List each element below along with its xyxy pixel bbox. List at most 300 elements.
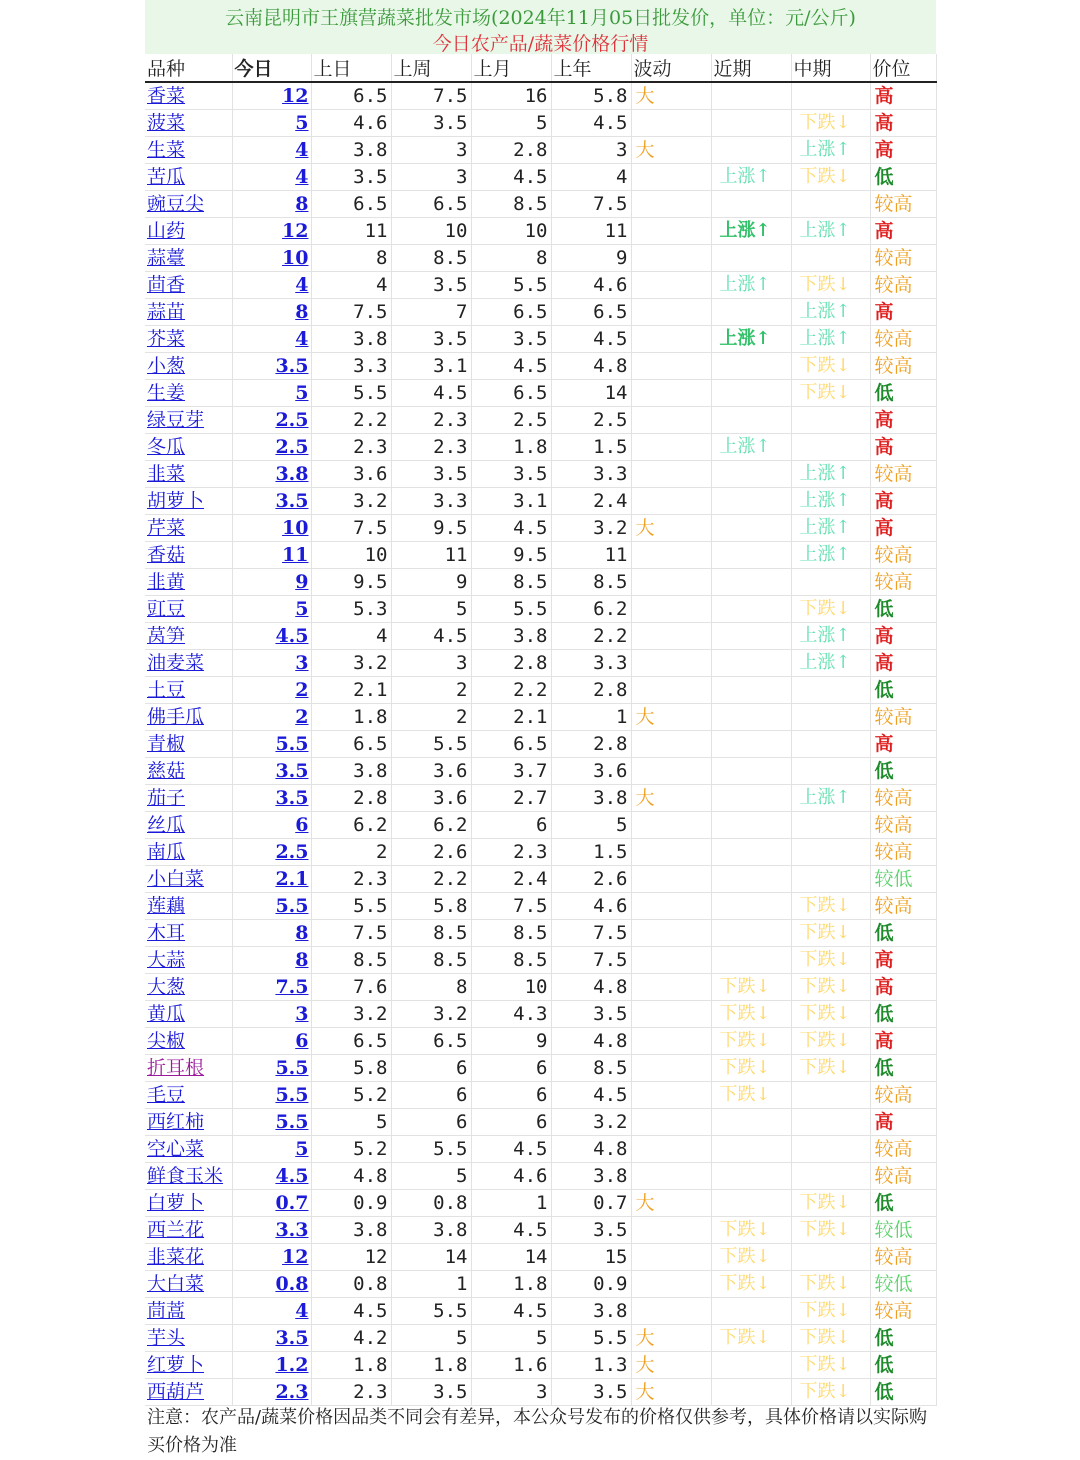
mid-trend: 上涨↑ — [791, 137, 870, 164]
today-price-link[interactable]: 7.5 — [232, 974, 311, 1001]
variety-link[interactable]: 冬瓜 — [145, 434, 232, 461]
near-trend — [711, 299, 791, 326]
prev-week-price: 2 — [391, 704, 471, 731]
variety-link[interactable]: 蒜苗 — [145, 299, 232, 326]
prev-year-price: 2.4 — [551, 488, 631, 515]
prev-week-price: 5.8 — [391, 893, 471, 920]
price-table — [145, 54, 937, 1406]
prev-month-price: 2.7 — [471, 785, 551, 812]
today-price-link[interactable]: 12 — [232, 218, 311, 245]
mid-trend: 下跌↓ — [791, 272, 870, 299]
near-trend — [711, 812, 791, 839]
variety-link[interactable]: 芋头 — [145, 1325, 232, 1352]
prev-week-price: 1.8 — [391, 1352, 471, 1379]
today-price-link[interactable]: 2.1 — [232, 866, 311, 893]
prev-year-price: 3.8 — [551, 1163, 631, 1190]
prev-month-price: 6.5 — [471, 731, 551, 758]
wave-flag — [631, 866, 711, 893]
col-header-near: 近期 — [711, 54, 791, 82]
prev-year-price: 9 — [551, 245, 631, 272]
today-price-link[interactable]: 3.5 — [232, 488, 311, 515]
today-price-link[interactable]: 8 — [232, 191, 311, 218]
prev-year-price: 1.3 — [551, 1352, 631, 1379]
prev-day-price: 5.3 — [311, 596, 391, 623]
prev-week-price: 6.5 — [391, 191, 471, 218]
table-row — [145, 353, 936, 380]
variety-link[interactable]: 韭菜 — [145, 461, 232, 488]
prev-month-price: 4.5 — [471, 1136, 551, 1163]
mid-trend: 下跌↓ — [791, 1001, 870, 1028]
table-row — [145, 677, 936, 704]
today-price-link[interactable]: 5 — [232, 380, 311, 407]
near-trend — [711, 1352, 791, 1379]
wave-flag — [631, 488, 711, 515]
today-price-link[interactable]: 8 — [232, 947, 311, 974]
prev-year-price: 2.8 — [551, 677, 631, 704]
prev-year-price: 7.5 — [551, 920, 631, 947]
prev-year-price: 3.3 — [551, 461, 631, 488]
prev-day-price: 12 — [311, 1244, 391, 1271]
near-trend — [711, 515, 791, 542]
table-row — [145, 920, 936, 947]
prev-month-price: 1.8 — [471, 434, 551, 461]
today-price-link[interactable]: 2.5 — [232, 434, 311, 461]
variety-link[interactable]: 小葱 — [145, 353, 232, 380]
prev-month-price: 2.1 — [471, 704, 551, 731]
prev-year-price: 3.2 — [551, 515, 631, 542]
wave-flag — [631, 1028, 711, 1055]
prev-year-price: 6.2 — [551, 596, 631, 623]
wave-flag — [631, 1244, 711, 1271]
variety-link[interactable]: 黄瓜 — [145, 1001, 232, 1028]
prev-year-price: 5 — [551, 812, 631, 839]
mid-trend: 下跌↓ — [791, 1379, 870, 1406]
mid-trend — [791, 1109, 870, 1136]
variety-link[interactable]: 生菜 — [145, 137, 232, 164]
prev-month-price: 3.1 — [471, 488, 551, 515]
table-row — [145, 1163, 936, 1190]
prev-day-price: 3.8 — [311, 758, 391, 785]
table-row — [145, 1190, 936, 1217]
prev-week-price: 6 — [391, 1109, 471, 1136]
variety-link[interactable]: 红萝卜 — [145, 1352, 232, 1379]
variety-link[interactable]: 毛豆 — [145, 1082, 232, 1109]
wave-flag — [631, 1082, 711, 1109]
today-price-link[interactable]: 4.5 — [232, 623, 311, 650]
wave-flag — [631, 758, 711, 785]
today-price-link[interactable]: 3.5 — [232, 1325, 311, 1352]
prev-year-price: 3.5 — [551, 1379, 631, 1406]
variety-link[interactable]: 香菇 — [145, 542, 232, 569]
prev-month-price: 6.5 — [471, 380, 551, 407]
table-row — [145, 839, 936, 866]
mid-trend: 下跌↓ — [791, 1028, 870, 1055]
prev-year-price: 4.6 — [551, 272, 631, 299]
today-price-link[interactable]: 5.5 — [232, 731, 311, 758]
variety-link[interactable]: 木耳 — [145, 920, 232, 947]
price-level: 较高 — [870, 272, 936, 299]
wave-flag — [631, 1055, 711, 1082]
variety-link[interactable]: 慈菇 — [145, 758, 232, 785]
price-level: 低 — [870, 1001, 936, 1028]
variety-link[interactable]: 菠菜 — [145, 110, 232, 137]
prev-week-price: 6.2 — [391, 812, 471, 839]
price-level: 高 — [870, 299, 936, 326]
today-price-link[interactable]: 10 — [232, 515, 311, 542]
col-header-level: 价位 — [870, 54, 936, 82]
prev-month-price: 1.8 — [471, 1271, 551, 1298]
prev-year-price: 3.5 — [551, 1001, 631, 1028]
variety-link[interactable]: 茼蒿 — [145, 1298, 232, 1325]
variety-link[interactable]: 南瓜 — [145, 839, 232, 866]
variety-link[interactable]: 茴香 — [145, 272, 232, 299]
variety-link[interactable]: 蒜薹 — [145, 245, 232, 272]
mid-trend: 下跌↓ — [791, 1298, 870, 1325]
prev-week-price: 1 — [391, 1271, 471, 1298]
prev-year-price: 2.8 — [551, 731, 631, 758]
prev-month-price: 16 — [471, 82, 551, 110]
variety-link[interactable]: 茄子 — [145, 785, 232, 812]
wave-flag — [631, 299, 711, 326]
variety-link[interactable]: 小白菜 — [145, 866, 232, 893]
prev-month-price: 1 — [471, 1190, 551, 1217]
variety-link[interactable]: 尖椒 — [145, 1028, 232, 1055]
table-row — [145, 758, 936, 785]
prev-week-price: 0.8 — [391, 1190, 471, 1217]
near-trend — [711, 461, 791, 488]
table-row — [145, 380, 936, 407]
table-row — [145, 866, 936, 893]
prev-month-price: 9 — [471, 1028, 551, 1055]
price-level: 高 — [870, 515, 936, 542]
prev-week-price: 3.1 — [391, 353, 471, 380]
wave-flag — [631, 245, 711, 272]
today-price-link[interactable]: 3 — [232, 650, 311, 677]
near-trend — [711, 110, 791, 137]
variety-link[interactable]: 苦瓜 — [145, 164, 232, 191]
prev-month-price: 8 — [471, 245, 551, 272]
today-price-link[interactable]: 2.5 — [232, 407, 311, 434]
wave-flag — [631, 1001, 711, 1028]
prev-day-price: 5.8 — [311, 1055, 391, 1082]
prev-day-price: 4 — [311, 272, 391, 299]
near-trend — [711, 677, 791, 704]
near-trend — [711, 893, 791, 920]
price-level: 较高 — [870, 839, 936, 866]
prev-day-price: 6.5 — [311, 731, 391, 758]
prev-week-price: 5.5 — [391, 731, 471, 758]
variety-link[interactable]: 大白菜 — [145, 1271, 232, 1298]
mid-trend — [791, 731, 870, 758]
prev-month-price: 3.8 — [471, 623, 551, 650]
price-level: 较低 — [870, 1217, 936, 1244]
variety-link[interactable]: 西红柿 — [145, 1109, 232, 1136]
price-level: 较高 — [870, 353, 936, 380]
table-row — [145, 191, 936, 218]
today-price-link[interactable]: 2.5 — [232, 839, 311, 866]
today-price-link[interactable]: 5.5 — [232, 1082, 311, 1109]
prev-month-price: 10 — [471, 974, 551, 1001]
variety-link[interactable]: 绿豆芽 — [145, 407, 232, 434]
prev-month-price: 14 — [471, 1244, 551, 1271]
price-level: 较高 — [870, 461, 936, 488]
prev-day-price: 10 — [311, 542, 391, 569]
mid-trend — [791, 1244, 870, 1271]
price-level: 高 — [870, 650, 936, 677]
prev-year-price: 14 — [551, 380, 631, 407]
near-trend — [711, 353, 791, 380]
prev-year-price: 4.8 — [551, 1028, 631, 1055]
variety-link[interactable]: 芥菜 — [145, 326, 232, 353]
variety-link[interactable]: 白萝卜 — [145, 1190, 232, 1217]
price-level: 较高 — [870, 191, 936, 218]
near-trend — [711, 1298, 791, 1325]
prev-year-price: 2.2 — [551, 623, 631, 650]
today-price-link[interactable]: 5 — [232, 1136, 311, 1163]
prev-week-price: 11 — [391, 542, 471, 569]
near-trend: 下跌↓ — [711, 1217, 791, 1244]
price-sheet — [145, 0, 936, 1406]
prev-day-price: 0.8 — [311, 1271, 391, 1298]
prev-year-price: 4.5 — [551, 1082, 631, 1109]
today-price-link[interactable]: 4.5 — [232, 1163, 311, 1190]
today-price-link[interactable]: 12 — [232, 82, 311, 110]
today-price-link[interactable]: 4 — [232, 164, 311, 191]
near-trend — [711, 1109, 791, 1136]
today-price-link[interactable]: 5 — [232, 596, 311, 623]
near-trend — [711, 380, 791, 407]
wave-flag: 大 — [631, 785, 711, 812]
table-row — [145, 110, 936, 137]
wave-flag — [631, 110, 711, 137]
today-price-link[interactable]: 1.2 — [232, 1352, 311, 1379]
prev-year-price: 8.5 — [551, 569, 631, 596]
variety-link[interactable]: 芹菜 — [145, 515, 232, 542]
table-row — [145, 137, 936, 164]
prev-year-price: 7.5 — [551, 947, 631, 974]
variety-link[interactable]: 山药 — [145, 218, 232, 245]
prev-day-price: 2.3 — [311, 1379, 391, 1406]
today-price-link[interactable]: 5 — [232, 110, 311, 137]
mid-trend: 下跌↓ — [791, 1217, 870, 1244]
prev-year-price: 3.8 — [551, 785, 631, 812]
mid-trend: 上涨↑ — [791, 218, 870, 245]
today-price-link[interactable]: 3.5 — [232, 353, 311, 380]
variety-link[interactable]: 大蒜 — [145, 947, 232, 974]
variety-link[interactable]: 鲜食玉米 — [145, 1163, 232, 1190]
near-trend: 下跌↓ — [711, 1028, 791, 1055]
prev-day-price: 6.5 — [311, 82, 391, 110]
near-trend: 上涨↑ — [711, 326, 791, 353]
mid-trend — [791, 191, 870, 218]
prev-month-price: 2.2 — [471, 677, 551, 704]
price-level: 较高 — [870, 812, 936, 839]
mid-trend — [791, 434, 870, 461]
today-price-link[interactable]: 4 — [232, 1298, 311, 1325]
mid-trend: 上涨↑ — [791, 650, 870, 677]
table-row — [145, 542, 936, 569]
near-trend — [711, 82, 791, 110]
table-row — [145, 218, 936, 245]
today-price-link[interactable]: 3.5 — [232, 785, 311, 812]
prev-week-price: 2.6 — [391, 839, 471, 866]
today-price-link[interactable]: 8 — [232, 920, 311, 947]
prev-month-price: 6 — [471, 1082, 551, 1109]
prev-year-price: 0.9 — [551, 1271, 631, 1298]
variety-link[interactable]: 西葫芦 — [145, 1379, 232, 1406]
wave-flag — [631, 893, 711, 920]
variety-link[interactable]: 韭菜花 — [145, 1244, 232, 1271]
wave-flag — [631, 650, 711, 677]
price-level: 低 — [870, 596, 936, 623]
table-row — [145, 1136, 936, 1163]
prev-year-price: 0.7 — [551, 1190, 631, 1217]
variety-link[interactable]: 韭黄 — [145, 569, 232, 596]
table-row — [145, 569, 936, 596]
today-price-link[interactable]: 0.7 — [232, 1190, 311, 1217]
today-price-link[interactable]: 4 — [232, 326, 311, 353]
mid-trend: 下跌↓ — [791, 1190, 870, 1217]
prev-month-price: 10 — [471, 218, 551, 245]
mid-trend: 下跌↓ — [791, 353, 870, 380]
today-price-link[interactable]: 3 — [232, 1001, 311, 1028]
prev-week-price: 3.5 — [391, 272, 471, 299]
mid-trend — [791, 866, 870, 893]
wave-flag — [631, 623, 711, 650]
today-price-link[interactable]: 3.8 — [232, 461, 311, 488]
page-subtitle: 今日农产品/蔬菜价格行情 — [432, 33, 649, 55]
variety-link[interactable]: 莴笋 — [145, 623, 232, 650]
prev-week-price: 3 — [391, 164, 471, 191]
wave-flag — [631, 596, 711, 623]
mid-trend: 下跌↓ — [791, 1325, 870, 1352]
price-level: 高 — [870, 407, 936, 434]
table-row — [145, 596, 936, 623]
today-price-link[interactable]: 9 — [232, 569, 311, 596]
wave-flag — [631, 353, 711, 380]
table-row — [145, 1217, 936, 1244]
today-price-link[interactable]: 6 — [232, 1028, 311, 1055]
mid-trend: 下跌↓ — [791, 947, 870, 974]
prev-day-price: 3.2 — [311, 488, 391, 515]
prev-year-price: 1.5 — [551, 434, 631, 461]
prev-week-price: 3.2 — [391, 1001, 471, 1028]
today-price-link[interactable]: 2.3 — [232, 1379, 311, 1406]
price-level: 低 — [870, 1325, 936, 1352]
prev-week-price: 8 — [391, 974, 471, 1001]
variety-link[interactable]: 西兰花 — [145, 1217, 232, 1244]
price-level: 高 — [870, 137, 936, 164]
prev-month-price: 2.8 — [471, 650, 551, 677]
mid-trend: 上涨↑ — [791, 488, 870, 515]
prev-month-price: 4.5 — [471, 353, 551, 380]
prev-year-price: 1 — [551, 704, 631, 731]
price-level: 高 — [870, 488, 936, 515]
today-price-link[interactable]: 2 — [232, 677, 311, 704]
variety-link[interactable]: 青椒 — [145, 731, 232, 758]
prev-day-price: 4.8 — [311, 1163, 391, 1190]
wave-flag: 大 — [631, 704, 711, 731]
price-level: 高 — [870, 731, 936, 758]
prev-month-price: 5 — [471, 110, 551, 137]
prev-month-price: 7.5 — [471, 893, 551, 920]
today-price-link[interactable]: 5.5 — [232, 1055, 311, 1082]
price-level: 高 — [870, 110, 936, 137]
variety-link[interactable]: 莲藕 — [145, 893, 232, 920]
price-level: 较高 — [870, 893, 936, 920]
variety-link[interactable]: 豇豆 — [145, 596, 232, 623]
prev-year-price: 4.6 — [551, 893, 631, 920]
today-price-link[interactable]: 3.3 — [232, 1217, 311, 1244]
variety-link[interactable]: 折耳根 — [145, 1055, 232, 1082]
today-price-link[interactable]: 4 — [232, 272, 311, 299]
variety-link[interactable]: 土豆 — [145, 677, 232, 704]
today-price-link[interactable]: 12 — [232, 1244, 311, 1271]
variety-link[interactable]: 胡萝卜 — [145, 488, 232, 515]
today-price-link[interactable]: 6 — [232, 812, 311, 839]
variety-link[interactable]: 豌豆尖 — [145, 191, 232, 218]
variety-link[interactable]: 生姜 — [145, 380, 232, 407]
near-trend — [711, 245, 791, 272]
prev-day-price: 11 — [311, 218, 391, 245]
prev-month-price: 4.5 — [471, 164, 551, 191]
mid-trend — [791, 704, 870, 731]
price-level: 较高 — [870, 1298, 936, 1325]
table-row — [145, 650, 936, 677]
prev-week-price: 8.5 — [391, 245, 471, 272]
variety-link[interactable]: 佛手瓜 — [145, 704, 232, 731]
variety-link[interactable]: 丝瓜 — [145, 812, 232, 839]
price-level: 较高 — [870, 1244, 936, 1271]
today-price-link[interactable]: 5.5 — [232, 893, 311, 920]
today-price-link[interactable]: 5.5 — [232, 1109, 311, 1136]
near-trend: 上涨↑ — [711, 218, 791, 245]
prev-day-price: 5.5 — [311, 380, 391, 407]
variety-link[interactable]: 空心菜 — [145, 1136, 232, 1163]
price-level: 高 — [870, 82, 936, 110]
price-level: 低 — [870, 920, 936, 947]
prev-week-price: 7 — [391, 299, 471, 326]
prev-year-price: 5.8 — [551, 82, 631, 110]
table-row — [145, 488, 936, 515]
table-row — [145, 1244, 936, 1271]
near-trend: 下跌↓ — [711, 1082, 791, 1109]
prev-week-price: 3.6 — [391, 785, 471, 812]
today-price-link[interactable]: 0.8 — [232, 1271, 311, 1298]
today-price-link[interactable]: 8 — [232, 299, 311, 326]
today-price-link[interactable]: 4 — [232, 137, 311, 164]
price-level: 较高 — [870, 785, 936, 812]
variety-link[interactable]: 油麦菜 — [145, 650, 232, 677]
header-row — [145, 54, 936, 82]
near-trend — [711, 623, 791, 650]
today-price-link[interactable]: 10 — [232, 245, 311, 272]
table-row — [145, 785, 936, 812]
today-price-link[interactable]: 2 — [232, 704, 311, 731]
mid-trend: 上涨↑ — [791, 461, 870, 488]
table-row — [145, 434, 936, 461]
wave-flag — [631, 947, 711, 974]
variety-link[interactable]: 大葱 — [145, 974, 232, 1001]
price-level: 低 — [870, 677, 936, 704]
wave-flag — [631, 434, 711, 461]
price-level: 高 — [870, 218, 936, 245]
mid-trend: 下跌↓ — [791, 1352, 870, 1379]
prev-day-price: 3.2 — [311, 1001, 391, 1028]
today-price-link[interactable]: 11 — [232, 542, 311, 569]
today-price-link[interactable]: 3.5 — [232, 758, 311, 785]
variety-link[interactable]: 香菜 — [145, 82, 232, 110]
